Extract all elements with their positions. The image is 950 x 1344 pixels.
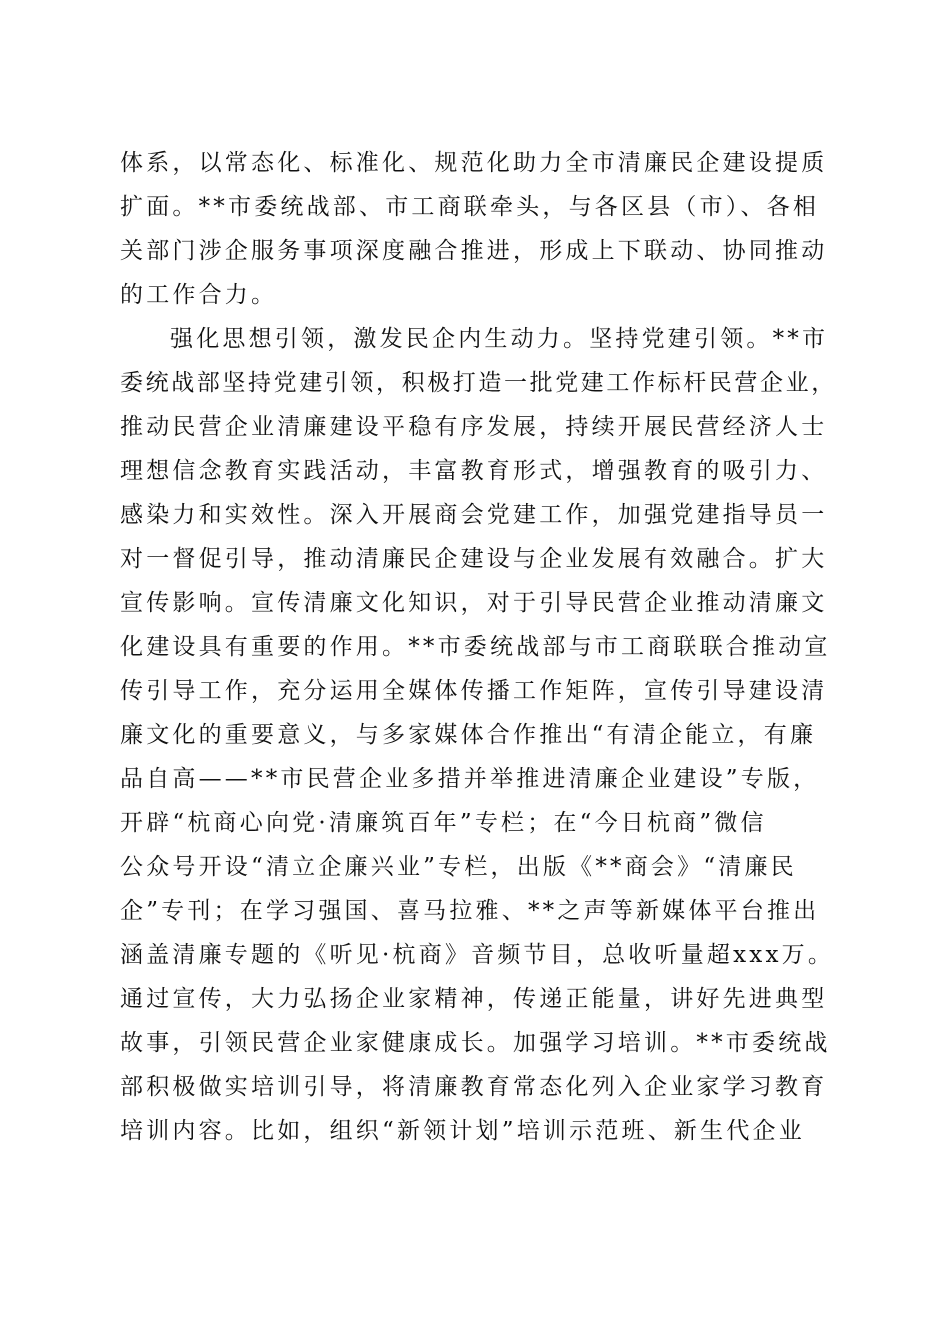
text-line: 体系，以常态化、标准化、规范化助力全市清廉民企建设提质 — [120, 150, 828, 176]
text-line: 廉文化的重要意义，与多家媒体合作推出“有清企能立，有廉 — [120, 722, 817, 748]
text-line: 部积极做实培训引导，将清廉教育常态化列入企业家学习教育 — [120, 1074, 828, 1100]
text-line: 宣传影响。宣传清廉文化知识，对于引导民营企业推动清廉文 — [120, 590, 828, 616]
text-line: 委统战部坚持党建引领，积极打造一批党建工作标杆民营企业， — [120, 370, 837, 396]
text-line: 化建设具有重要的作用。**市委统战部与市工商联联合推动宣 — [120, 634, 831, 660]
text-line: 企”专刊；在学习强国、喜马拉雅、**之声等新媒体平台推出 — [120, 898, 820, 924]
text-line: 培训内容。比如，组织“新领计划”培训示范班、新生代企业 — [120, 1118, 805, 1144]
text-line: 理想信念教育实践活动，丰富教育形式，增强教育的吸引力、 — [120, 458, 828, 484]
text-line: 感染力和实效性。深入开展商会党建工作，加强党建指导员一 — [120, 502, 828, 528]
paragraph-first-line: 强化思想引领，激发民企内生动力。坚持党建引领。**市 — [170, 326, 829, 352]
text-line: 开辟“杭商心向党·清廉筑百年”专栏；在“今日杭商”微信 — [120, 810, 767, 836]
text-line: 传引导工作，充分运用全媒体传播工作矩阵，宣传引导建设清 — [120, 678, 828, 704]
text-line: 推动民营企业清廉建设平稳有序发展，持续开展民营经济人士 — [120, 414, 828, 440]
text-line: 品自高——**市民营企业多措并举推进清廉企业建设”专版， — [120, 766, 820, 792]
text-line: 涵盖清廉专题的《听见·杭商》音频节目，总收听量超xxx万。 — [120, 942, 835, 968]
text-line: 公众号开设“清立企廉兴业”专栏，出版《**商会》“清廉民 — [120, 854, 797, 880]
document-body — [120, 141, 840, 1153]
text-line: 关部门涉企服务事项深度融合推进，形成上下联动、协同推动 — [120, 238, 828, 264]
text-line: 的工作合力。 — [120, 282, 278, 308]
text-line: 对一督促引导，推动清廉民企建设与企业发展有效融合。扩大 — [120, 546, 828, 572]
text-line: 故事，引领民营企业家健康成长。加强学习培训。**市委统战 — [120, 1030, 831, 1056]
text-line: 通过宣传，大力弘扬企业家精神，传递正能量，讲好先进典型 — [120, 986, 828, 1012]
text-line: 扩面。**市委统战部、市工商联牵头，与各区县（市）、各相 — [120, 194, 820, 220]
